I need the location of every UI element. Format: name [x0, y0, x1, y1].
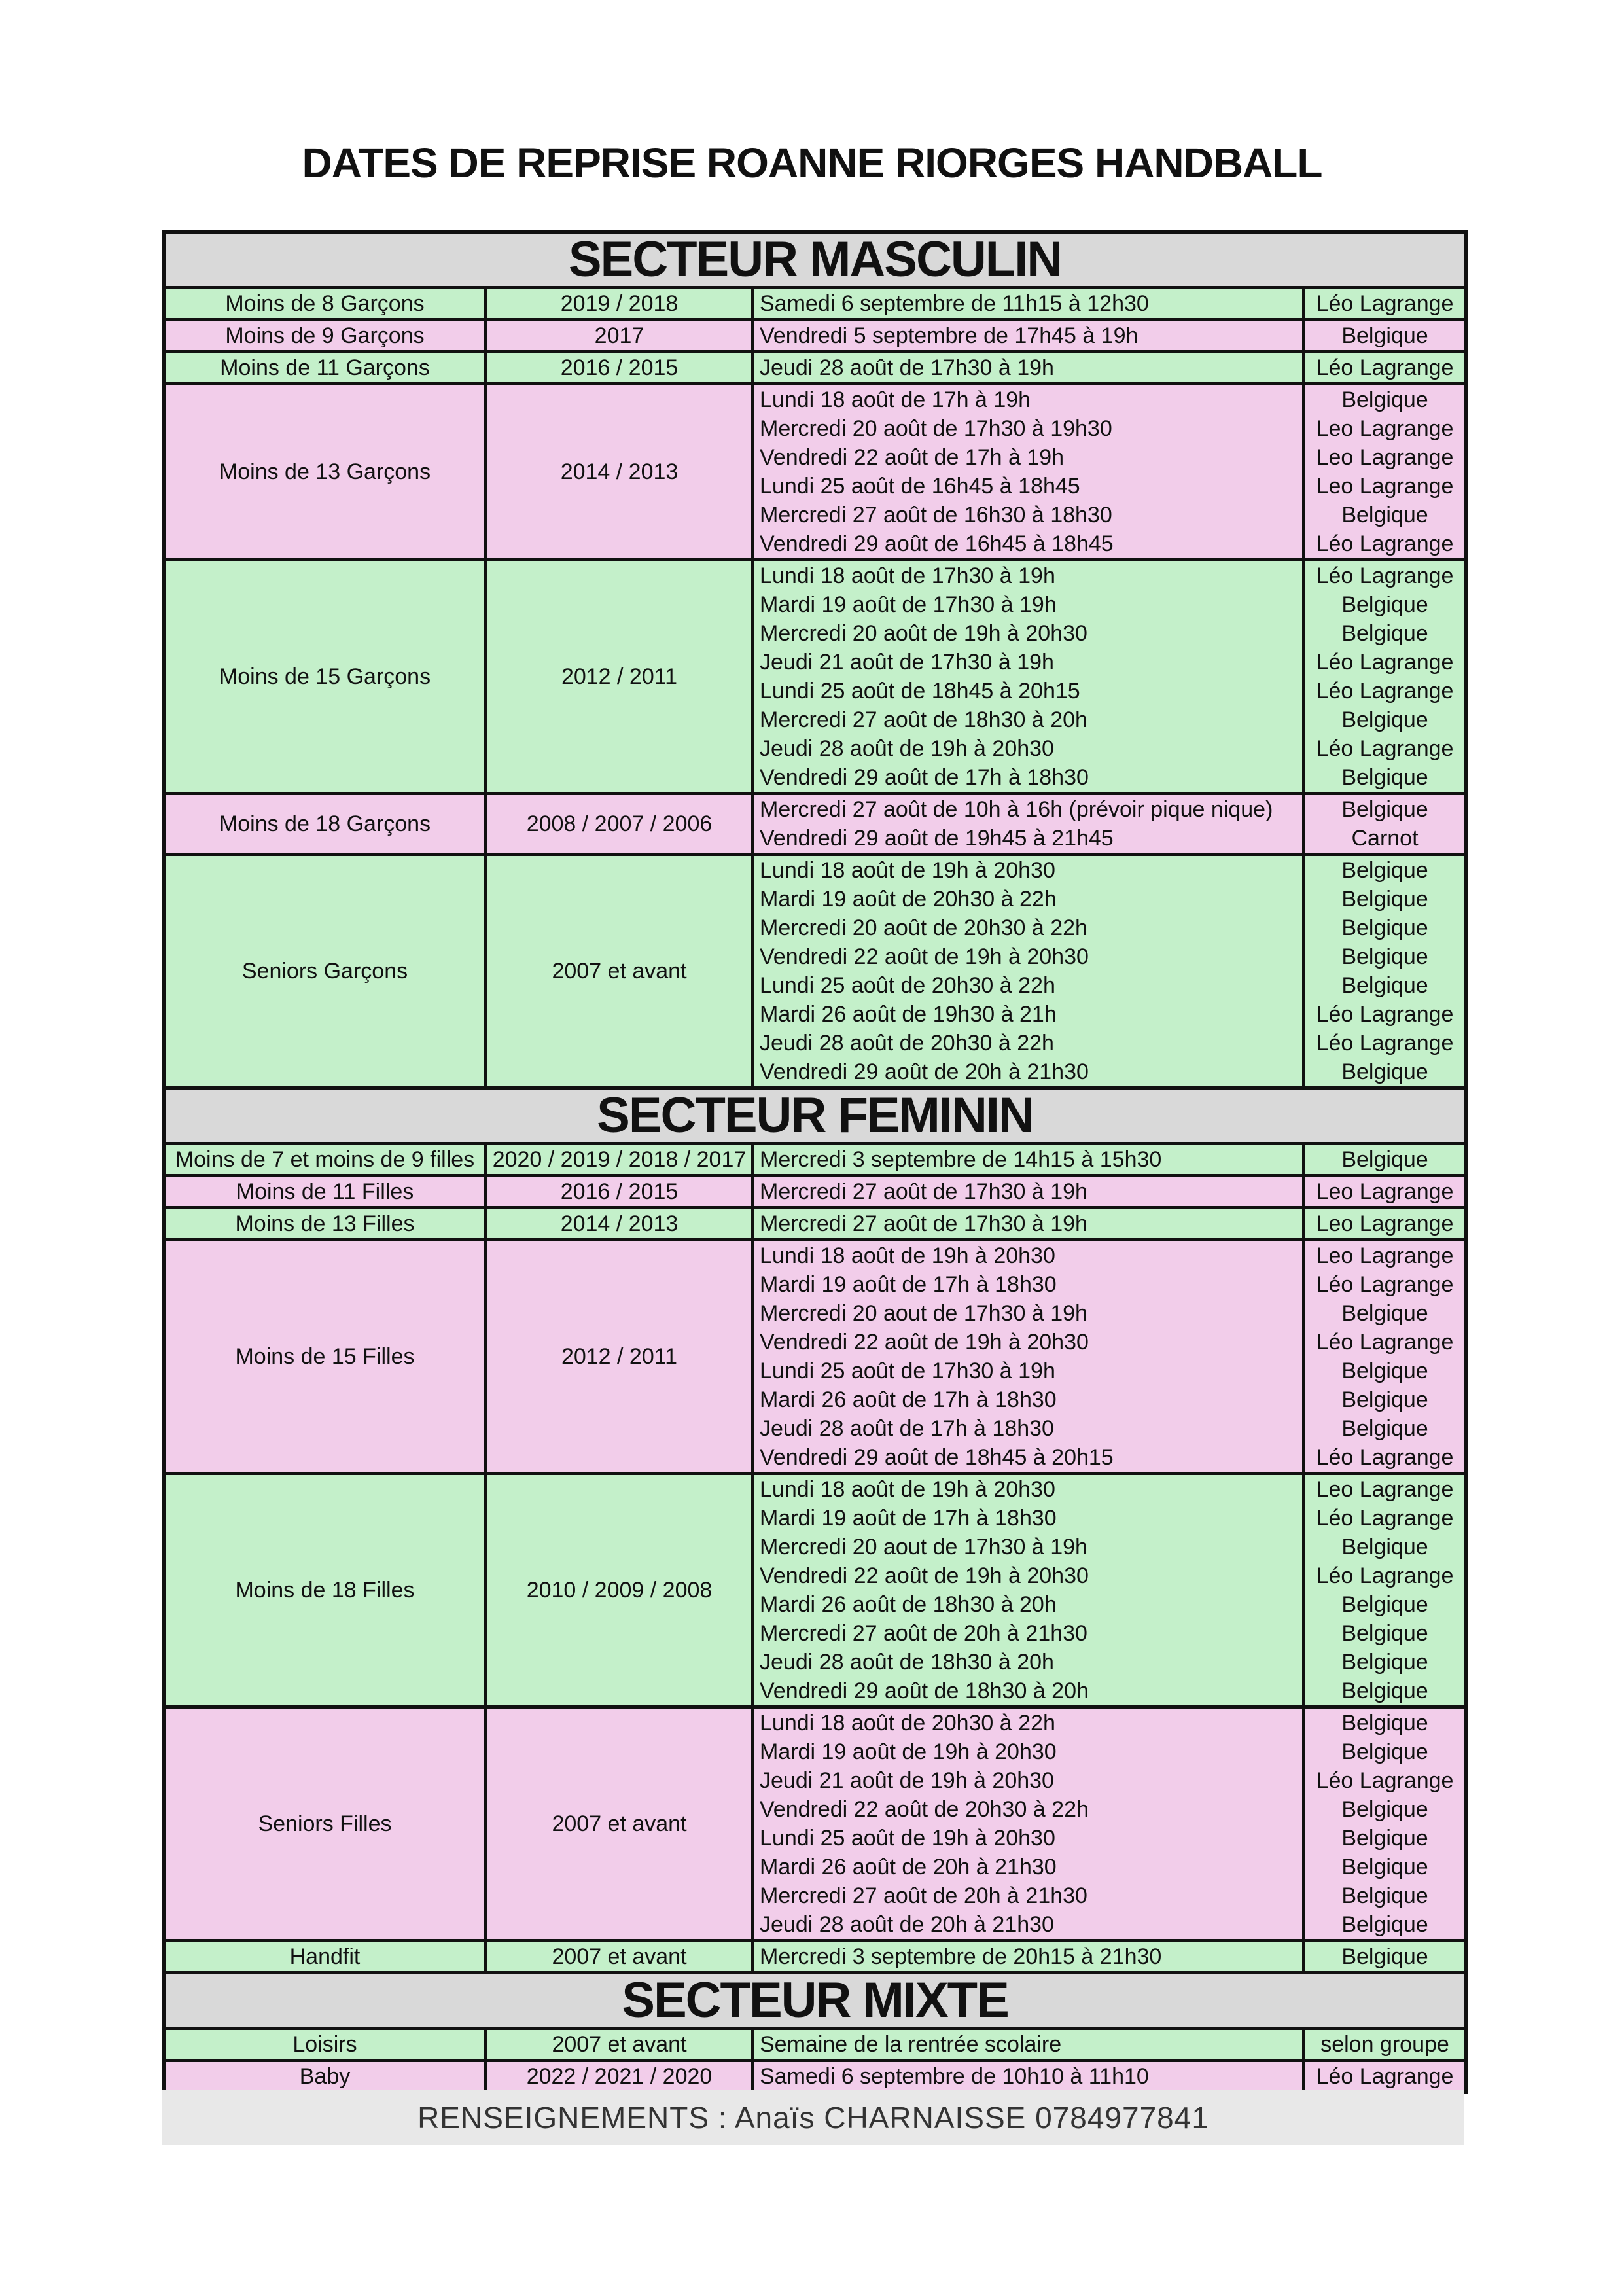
- birth-years-cell: 2022 / 2021 / 2020: [486, 2061, 753, 2093]
- schedule-row: [164, 855, 1466, 1088]
- category-cell: Moins de 13 Garçons: [164, 384, 486, 560]
- session-place: Belgique: [1341, 858, 1428, 883]
- sessions-cell: [753, 2029, 1304, 2061]
- session-date: Mercredi 27 août de 17h30 à 19h: [760, 1211, 1087, 1236]
- schedule-row: [164, 1144, 1466, 1176]
- session-place: Leo Lagrange: [1316, 1477, 1454, 1502]
- session-date: Jeudi 21 août de 19h à 20h30: [760, 1768, 1054, 1793]
- session-place: Leo Lagrange: [1316, 1179, 1454, 1204]
- session-place: Belgique: [1341, 592, 1428, 617]
- session-place: Belgique: [1341, 944, 1428, 969]
- session-date: Lundi 25 août de 20h30 à 22h: [760, 973, 1055, 998]
- session-date: Vendredi 22 août de 20h30 à 22h: [760, 1797, 1089, 1822]
- session-place: Léo Lagrange: [1316, 1272, 1454, 1297]
- session-place: Belgique: [1341, 1592, 1428, 1617]
- places-cell: [1304, 1144, 1466, 1176]
- session-place: Carnot: [1351, 826, 1419, 851]
- birth-years-cell: 2014 / 2013: [486, 384, 753, 560]
- schedule-row: [164, 352, 1466, 384]
- session-date: Mardi 19 août de 20h30 à 22h: [760, 887, 1057, 912]
- places-cell: [1304, 1208, 1466, 1240]
- session-date: Jeudi 21 août de 17h30 à 19h: [760, 650, 1054, 675]
- session-place: Léo Lagrange: [1316, 531, 1454, 556]
- sessions-cell: [753, 560, 1304, 794]
- category-cell: Moins de 11 Filles: [164, 1176, 486, 1208]
- contact-footer: RENSEIGNEMENTS : Anaïs CHARNAISSE 0784977841: [162, 2090, 1464, 2145]
- sessions-cell: [753, 1240, 1304, 1474]
- category-cell: Moins de 18 Garçons: [164, 794, 486, 855]
- category-cell: Loisirs: [164, 2029, 486, 2061]
- schedule-row: [164, 2029, 1466, 2061]
- session-place: Belgique: [1341, 1711, 1428, 1735]
- session-date: Vendredi 29 août de 19h45 à 21h45: [760, 826, 1114, 851]
- session-date: Jeudi 28 août de 20h à 21h30: [760, 1912, 1054, 1937]
- places-cell: [1304, 2029, 1466, 2061]
- session-date: Mercredi 27 août de 10h à 16h (prévoir pique nique): [760, 797, 1273, 822]
- birth-years-cell: 2008 / 2007 / 2006: [486, 794, 753, 855]
- birth-years-cell: 2019 / 2018: [486, 288, 753, 320]
- session-place: Belgique: [1341, 1679, 1428, 1703]
- session-place: Léo Lagrange: [1316, 1445, 1454, 1470]
- places-cell: [1304, 384, 1466, 560]
- session-place: Belgique: [1341, 1359, 1428, 1383]
- birth-years-cell: 2007 et avant: [486, 1941, 753, 1973]
- session-place: Belgique: [1341, 916, 1428, 940]
- birth-years-cell: 2007 et avant: [486, 855, 753, 1088]
- session-place: Belgique: [1341, 973, 1428, 998]
- category-cell: Baby: [164, 2061, 486, 2093]
- sector-title: SECTEUR MIXTE: [164, 1973, 1466, 2029]
- schedule-row: [164, 1707, 1466, 1941]
- session-date: Vendredi 5 septembre de 17h45 à 19h: [760, 323, 1139, 348]
- schedule-table: [162, 230, 1468, 2094]
- session-place: Léo Lagrange: [1316, 1563, 1454, 1588]
- schedule-row: [164, 320, 1466, 352]
- places-cell: [1304, 352, 1466, 384]
- sessions-cell: [753, 794, 1304, 855]
- session-place: Leo Lagrange: [1316, 474, 1454, 499]
- session-place: Belgique: [1341, 887, 1428, 912]
- session-place: Belgique: [1341, 621, 1428, 646]
- sector-title: SECTEUR FEMININ: [164, 1088, 1466, 1144]
- session-date: Samedi 6 septembre de 11h15 à 12h30: [760, 291, 1149, 316]
- birth-years-cell: 2007 et avant: [486, 1707, 753, 1941]
- session-place: Belgique: [1341, 1826, 1428, 1851]
- session-date: Lundi 18 août de 19h à 20h30: [760, 858, 1055, 883]
- category-cell: Moins de 9 Garçons: [164, 320, 486, 352]
- session-date: Vendredi 22 août de 19h à 20h30: [760, 1330, 1089, 1355]
- session-date: Mardi 26 août de 18h30 à 20h: [760, 1592, 1057, 1617]
- session-date: Semaine de la rentrée scolaire: [760, 2032, 1062, 2057]
- session-place: Belgique: [1341, 1739, 1428, 1764]
- category-cell: Moins de 15 Filles: [164, 1240, 486, 1474]
- session-date: Lundi 25 août de 16h45 à 18h45: [760, 474, 1080, 499]
- places-cell: [1304, 560, 1466, 794]
- sessions-cell: [753, 1208, 1304, 1240]
- session-date: Samedi 6 septembre de 10h10 à 11h10: [760, 2064, 1149, 2089]
- session-date: Lundi 25 août de 18h45 à 20h15: [760, 679, 1080, 703]
- schedule-row: [164, 1176, 1466, 1208]
- places-cell: [1304, 288, 1466, 320]
- sector-header-row: [164, 1088, 1466, 1144]
- session-date: Vendredi 22 août de 19h à 20h30: [760, 1563, 1089, 1588]
- session-place: Belgique: [1341, 1621, 1428, 1646]
- schedule-row: [164, 2061, 1466, 2093]
- session-date: Vendredi 22 août de 19h à 20h30: [760, 944, 1089, 969]
- places-cell: [1304, 1707, 1466, 1941]
- session-date: Lundi 18 août de 17h à 19h: [760, 387, 1031, 412]
- session-place: Belgique: [1341, 1912, 1428, 1937]
- session-place: Leo Lagrange: [1316, 1243, 1454, 1268]
- session-date: Mardi 19 août de 17h30 à 19h: [760, 592, 1057, 617]
- session-date: Mercredi 27 août de 17h30 à 19h: [760, 1179, 1087, 1204]
- session-place: Léo Lagrange: [1316, 1506, 1454, 1531]
- session-date: Mercredi 27 août de 20h à 21h30: [760, 1883, 1087, 1908]
- session-place: Belgique: [1341, 1797, 1428, 1822]
- schedule-row: [164, 1474, 1466, 1707]
- sessions-cell: [753, 1707, 1304, 1941]
- session-date: Vendredi 22 août de 17h à 19h: [760, 445, 1065, 470]
- session-place: Léo Lagrange: [1316, 679, 1454, 703]
- session-place: Léo Lagrange: [1316, 291, 1454, 316]
- session-date: Vendredi 29 août de 18h45 à 20h15: [760, 1445, 1114, 1470]
- session-date: Lundi 18 août de 19h à 20h30: [760, 1477, 1055, 1502]
- session-date: Lundi 18 août de 17h30 à 19h: [760, 563, 1055, 588]
- places-cell: [1304, 1474, 1466, 1707]
- session-place: Léo Lagrange: [1316, 1768, 1454, 1793]
- session-place: Belgique: [1341, 1944, 1428, 1969]
- session-place: Léo Lagrange: [1316, 1031, 1454, 1056]
- session-date: Lundi 18 août de 19h à 20h30: [760, 1243, 1055, 1268]
- session-place: Belgique: [1341, 503, 1428, 527]
- sessions-cell: [753, 2061, 1304, 2093]
- sessions-cell: [753, 352, 1304, 384]
- sessions-cell: [753, 320, 1304, 352]
- places-cell: [1304, 1941, 1466, 1973]
- birth-years-cell: 2020 / 2019 / 2018 / 2017: [486, 1144, 753, 1176]
- birth-years-cell: 2014 / 2013: [486, 1208, 753, 1240]
- category-cell: Moins de 11 Garçons: [164, 352, 486, 384]
- session-date: Mardi 26 août de 20h à 21h30: [760, 1855, 1057, 1879]
- session-place: Leo Lagrange: [1316, 445, 1454, 470]
- session-date: Mercredi 27 août de 16h30 à 18h30: [760, 503, 1112, 527]
- sessions-cell: [753, 384, 1304, 560]
- session-place: Léo Lagrange: [1316, 650, 1454, 675]
- session-place: Belgique: [1341, 1883, 1428, 1908]
- sessions-cell: [753, 1941, 1304, 1973]
- birth-years-cell: 2016 / 2015: [486, 1176, 753, 1208]
- session-place: Belgique: [1341, 707, 1428, 732]
- session-place: Léo Lagrange: [1316, 736, 1454, 761]
- birth-years-cell: 2007 et avant: [486, 2029, 753, 2061]
- schedule-row: [164, 288, 1466, 320]
- schedule-row: [164, 794, 1466, 855]
- session-place: Belgique: [1341, 797, 1428, 822]
- session-place: Léo Lagrange: [1316, 563, 1454, 588]
- session-place: Léo Lagrange: [1316, 1330, 1454, 1355]
- sessions-cell: [753, 1144, 1304, 1176]
- category-cell: Seniors Filles: [164, 1707, 486, 1941]
- page-title: DATES DE REPRISE ROANNE RIORGES HANDBALL: [302, 139, 1322, 187]
- session-date: Vendredi 29 août de 18h30 à 20h: [760, 1679, 1089, 1703]
- places-cell: [1304, 855, 1466, 1088]
- schedule-row: [164, 1240, 1466, 1474]
- places-cell: [1304, 1176, 1466, 1208]
- session-place: Belgique: [1341, 1387, 1428, 1412]
- session-place: Belgique: [1341, 1650, 1428, 1675]
- session-date: Lundi 18 août de 20h30 à 22h: [760, 1711, 1055, 1735]
- category-cell: Moins de 8 Garçons: [164, 288, 486, 320]
- session-date: Mercredi 20 août de 17h30 à 19h30: [760, 416, 1112, 441]
- session-place: Léo Lagrange: [1316, 355, 1454, 380]
- places-cell: [1304, 2061, 1466, 2093]
- session-date: Jeudi 28 août de 19h à 20h30: [760, 736, 1054, 761]
- birth-years-cell: 2017: [486, 320, 753, 352]
- session-date: Lundi 25 août de 17h30 à 19h: [760, 1359, 1055, 1383]
- category-cell: Moins de 7 et moins de 9 filles: [164, 1144, 486, 1176]
- category-cell: Moins de 13 Filles: [164, 1208, 486, 1240]
- schedule-row: [164, 384, 1466, 560]
- session-date: Mardi 26 août de 17h à 18h30: [760, 1387, 1057, 1412]
- category-cell: Moins de 18 Filles: [164, 1474, 486, 1707]
- sessions-cell: [753, 855, 1304, 1088]
- session-date: Mardi 19 août de 17h à 18h30: [760, 1272, 1057, 1297]
- session-place: Leo Lagrange: [1316, 416, 1454, 441]
- schedule-row: [164, 560, 1466, 794]
- session-date: Mercredi 27 août de 18h30 à 20h: [760, 707, 1087, 732]
- session-place: Léo Lagrange: [1316, 1002, 1454, 1027]
- sessions-cell: [753, 1474, 1304, 1707]
- session-place: Belgique: [1341, 323, 1428, 348]
- birth-years-cell: 2012 / 2011: [486, 1240, 753, 1474]
- session-place: selon groupe: [1320, 2032, 1449, 2057]
- session-date: Vendredi 29 août de 17h à 18h30: [760, 765, 1089, 790]
- schedule-row: [164, 1941, 1466, 1973]
- session-date: Mercredi 3 septembre de 20h15 à 21h30: [760, 1944, 1162, 1969]
- session-place: Léo Lagrange: [1316, 2064, 1454, 2089]
- session-date: Lundi 25 août de 19h à 20h30: [760, 1826, 1055, 1851]
- session-date: Mercredi 20 aout de 17h30 à 19h: [760, 1301, 1087, 1326]
- session-date: Mercredi 27 août de 20h à 21h30: [760, 1621, 1087, 1646]
- session-date: Mercredi 20 aout de 17h30 à 19h: [760, 1535, 1087, 1559]
- category-cell: Seniors Garçons: [164, 855, 486, 1088]
- schedule-row: [164, 1208, 1466, 1240]
- session-place: Belgique: [1341, 765, 1428, 790]
- session-date: Mardi 26 août de 19h30 à 21h: [760, 1002, 1057, 1027]
- session-date: Mercredi 20 août de 20h30 à 22h: [760, 916, 1087, 940]
- birth-years-cell: 2010 / 2009 / 2008: [486, 1474, 753, 1707]
- session-date: Mercredi 20 août de 19h à 20h30: [760, 621, 1087, 646]
- session-date: Vendredi 29 août de 20h à 21h30: [760, 1059, 1089, 1084]
- birth-years-cell: 2012 / 2011: [486, 560, 753, 794]
- session-place: Belgique: [1341, 1535, 1428, 1559]
- session-date: Jeudi 28 août de 17h30 à 19h: [760, 355, 1054, 380]
- session-place: Belgique: [1341, 1147, 1428, 1172]
- category-cell: Handfit: [164, 1941, 486, 1973]
- places-cell: [1304, 1240, 1466, 1474]
- session-place: Belgique: [1341, 1416, 1428, 1441]
- category-cell: Moins de 15 Garçons: [164, 560, 486, 794]
- places-cell: [1304, 320, 1466, 352]
- sessions-cell: [753, 288, 1304, 320]
- session-place: Belgique: [1341, 1059, 1428, 1084]
- session-place: Belgique: [1341, 1301, 1428, 1326]
- session-date: Mardi 19 août de 19h à 20h30: [760, 1739, 1057, 1764]
- session-date: Jeudi 28 août de 17h à 18h30: [760, 1416, 1054, 1441]
- session-place: Leo Lagrange: [1316, 1211, 1454, 1236]
- session-date: Jeudi 28 août de 20h30 à 22h: [760, 1031, 1054, 1056]
- session-place: Belgique: [1341, 1855, 1428, 1879]
- session-place: Belgique: [1341, 387, 1428, 412]
- sessions-cell: [753, 1176, 1304, 1208]
- sector-header-row: [164, 1973, 1466, 2029]
- birth-years-cell: 2016 / 2015: [486, 352, 753, 384]
- sector-title: SECTEUR MASCULIN: [164, 232, 1466, 288]
- places-cell: [1304, 794, 1466, 855]
- sector-header-row: [164, 232, 1466, 288]
- session-date: Mercredi 3 septembre de 14h15 à 15h30: [760, 1147, 1162, 1172]
- session-date: Mardi 19 août de 17h à 18h30: [760, 1506, 1057, 1531]
- session-date: Jeudi 28 août de 18h30 à 20h: [760, 1650, 1054, 1675]
- session-date: Vendredi 29 août de 16h45 à 18h45: [760, 531, 1114, 556]
